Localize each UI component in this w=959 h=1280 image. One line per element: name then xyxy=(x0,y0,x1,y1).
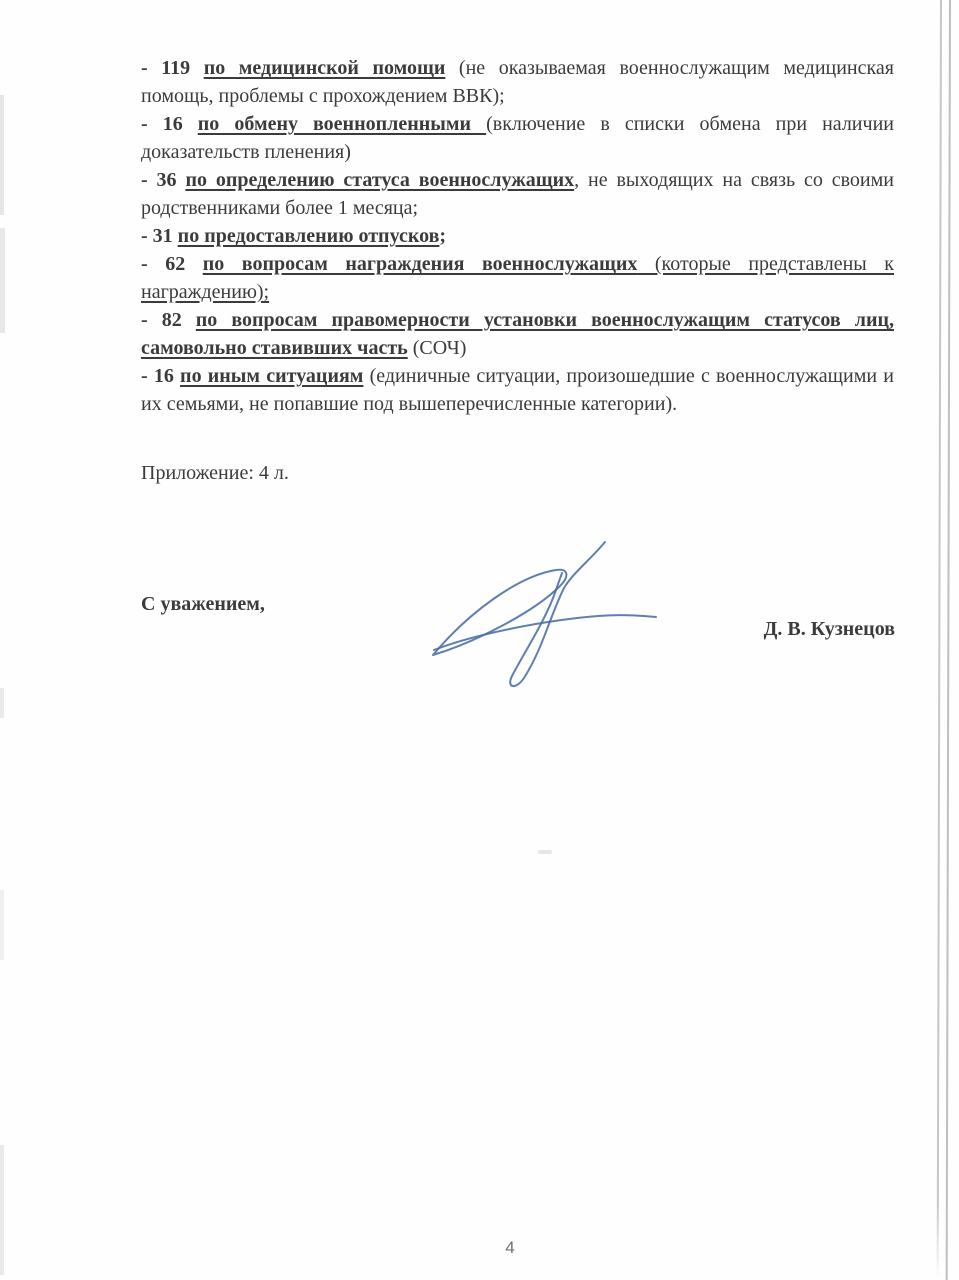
text-segment: - 119 xyxy=(141,57,204,79)
text-segment: (единичные ситуации, произошедшие с военнослужащими и их семьями, не попавшие под вышеперечисленные категории). xyxy=(141,365,894,415)
text-segment: по вопросам правомерности установки военнослужащим статусов лиц, самовольно ставивших часть xyxy=(141,309,894,359)
paragraph xyxy=(141,166,894,222)
paragraph xyxy=(141,250,894,306)
text-segment: по определению статуса военнослужащих xyxy=(185,169,575,191)
text-segment: - 31 xyxy=(141,225,178,247)
text-segment: - 16 xyxy=(141,365,181,387)
text-segment: - 36 xyxy=(141,169,186,191)
signature-ink-icon xyxy=(418,528,668,698)
text-segment: (не оказываемая военнослужащим медицинская помощь, проблемы с прохождением ВВК); xyxy=(141,57,895,107)
text-segment: по вопросам награждения военнослужащих xyxy=(202,253,638,275)
paragraph xyxy=(141,306,894,362)
attachment-note: Приложение: 4 л. xyxy=(141,462,289,484)
closing-salutation: С уважением, xyxy=(141,593,265,615)
scan-artifact xyxy=(0,228,5,333)
text-segment: по предоставлению отпусков xyxy=(177,225,440,247)
text-segment: (включение в списки обмена при наличии доказательств пленения) xyxy=(141,113,894,163)
text-segment: по медицинской помощи xyxy=(203,57,446,79)
page-number: 4 xyxy=(505,1238,515,1257)
paragraph xyxy=(141,222,894,250)
handwritten-signature xyxy=(418,528,668,698)
text-segment: - 62 xyxy=(141,253,203,275)
text-segment: - 16 xyxy=(141,113,198,135)
text-segment: (СОЧ) xyxy=(407,337,467,359)
scan-artifact xyxy=(538,850,552,854)
text-segment: - 82 xyxy=(141,309,196,331)
text-segment: по иным ситуациям xyxy=(180,365,364,387)
paragraph xyxy=(141,110,894,166)
scan-artifact xyxy=(0,95,4,215)
body-paragraphs xyxy=(141,54,894,418)
scan-edge-line xyxy=(937,0,942,1280)
scan-artifact xyxy=(0,1145,4,1275)
scan-edge-line xyxy=(946,0,951,1280)
text-segment: , не выходящих на связь со своими родственниками более 1 месяца; xyxy=(141,169,894,219)
text-segment: ; xyxy=(439,225,447,247)
scan-artifact xyxy=(0,890,4,960)
scan-artifact xyxy=(0,688,4,718)
text-segment: по обмену военнопленными xyxy=(197,113,487,135)
paragraph xyxy=(141,362,894,418)
paragraph xyxy=(141,54,894,110)
text-segment: (которые представлены к награждению); xyxy=(141,253,894,303)
signer-name: Д. В. Кузнецов xyxy=(763,618,895,640)
